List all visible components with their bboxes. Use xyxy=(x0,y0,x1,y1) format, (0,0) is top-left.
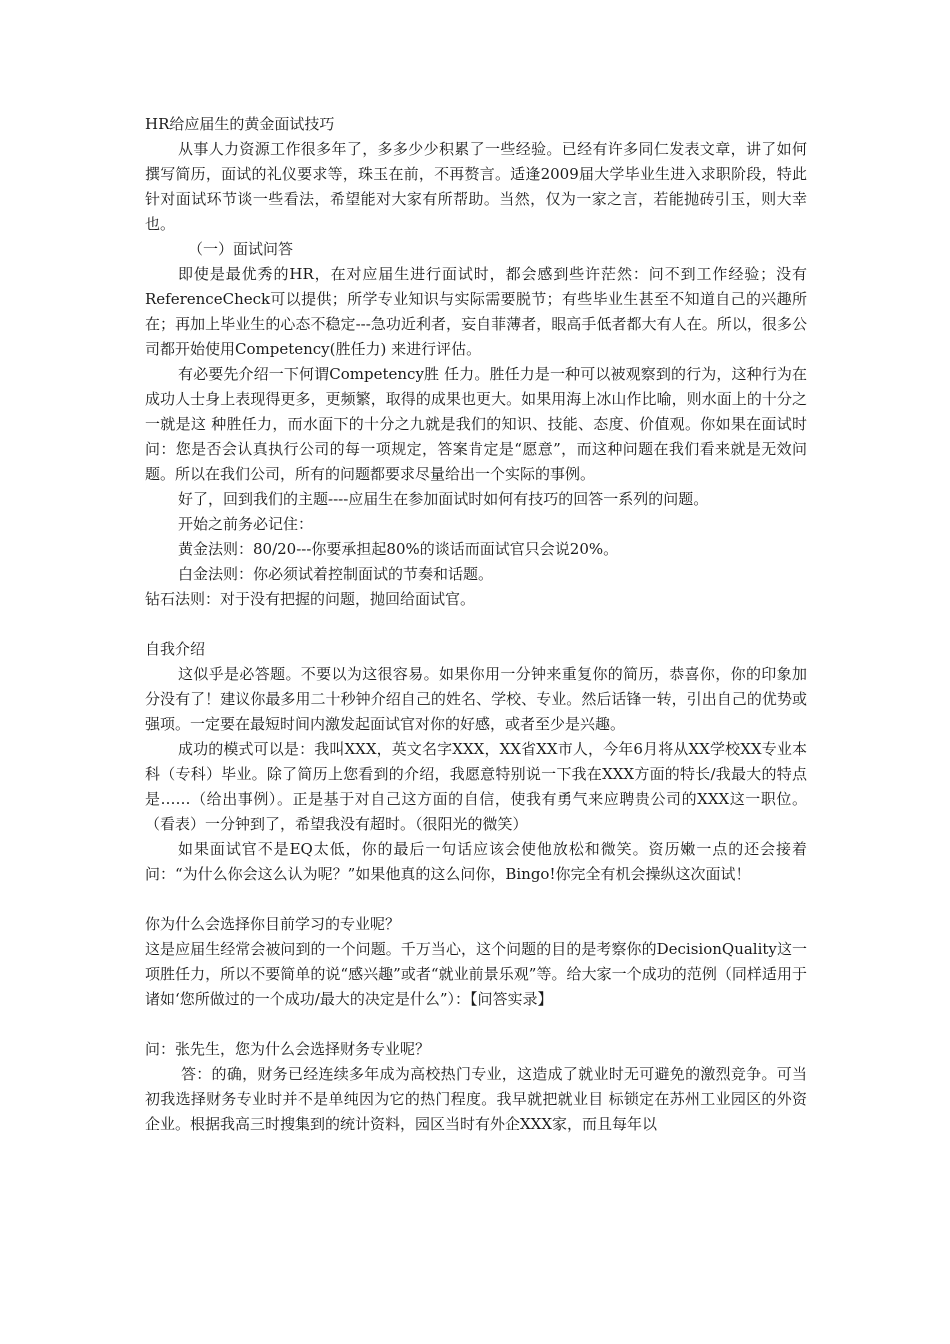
paragraph-remember: 开始之前务必记住： xyxy=(178,515,314,533)
paragraph-self-intro-2: 成功的模式可以是：我叫XXX，英文名字XXX，XX省XX市人，今年6月将从XX学校XX专业本科（专科）毕业。除了简历上您看到的介绍，我愿意特别说一下我在XXX方面的特长/我最大的特点是……（给出事例）。正是基于对自己这方面的自信，使我有勇气来应聘贵公司的XXX这一职位。（看表）一分钟到了，希望我没有超时。（很阳光的微笑） xyxy=(145,740,807,833)
paragraph-self-intro-1: 这似乎是必答题。不要以为这很容易。如果你用一分钟来重复你的简历，恭喜你，你的印象加分没有了！建议你最多用二十秒钟介绍自己的姓名、学校、专业。然后话锋一转，引出自己的优势或强项。一定要在最短时间内激发起面试官对你的好感，或者至少是兴趣。 xyxy=(145,665,807,733)
rule-gold: 黄金法则：80/20---你要承担起80%的谈话而面试官只会说20%。 xyxy=(178,540,619,558)
blank-line xyxy=(145,1012,807,1037)
rule-platinum: 白金法则：你必须试着控制面试的节奏和话题。 xyxy=(178,565,494,583)
rule-diamond: 钻石法则：对于没有把握的问题，抛回给面试官。 xyxy=(145,590,476,608)
document-page xyxy=(145,112,807,1137)
section-heading-interview-qa: （一）面试问答 xyxy=(188,240,294,258)
paragraph-major: 这是应届生经常会被问到的一个问题。千万当心，这个问题的目的是考察你的DecisionQuality这一项胜任力，所以不要简单的说“感兴趣”或者“就业前景乐观”等。给大家一个成功的范例（同样适用于诸如‘您所做过的一个成功/最大的决定是什么”）：【问答实录】 xyxy=(145,940,807,1008)
blank-line xyxy=(145,887,807,912)
paragraph-self-intro-3: 如果面试官不是EQ太低，你的最后一句话应该会使他放松和微笑。资历嫩一点的还会接着问：“为什么你会这么认为呢？”如果他真的这么问你，Bingo!你完全有机会操纵这次面试！ xyxy=(145,840,807,883)
document-title: HR给应届生的黄金面试技巧 xyxy=(145,115,335,133)
section-heading-major: 你为什么会选择你目前学习的专业呢？ xyxy=(145,915,401,933)
qa-answer: 答：的确，财务已经连续多年成为高校热门专业，这造成了就业时无可避免的激烈竞争。可当初我选择财务专业时并不是单纯因为它的热门程度。我早就把就业目 标锁定在苏州工业园区的外资企业。根据我高三时搜集到的统计资料，园区当时有外企XXX家，而且每年以 xyxy=(145,1065,807,1133)
qa-question: 问：张先生，您为什么会选择财务专业呢？ xyxy=(145,1040,431,1058)
intro-paragraph: 从事人力资源工作很多年了，多多少少积累了一些经验。已经有许多同仁发表文章，讲了如何撰写简历，面试的礼仪要求等，珠玉在前，不再赘言。适逢2009届大学毕业生进入求职阶段，特此针对面试环节谈一些看法，希望能对大家有所帮助。当然，仅为一家之言，若能抛砖引玉，则大幸也。 xyxy=(145,140,807,233)
blank-line xyxy=(145,612,807,637)
paragraph-competency: 有必要先介绍一下何谓Competency胜 任力。胜任力是一种可以被观察到的行为，这种行为在成功人士身上表现得更多，更频繁，取得的成果也更大。如果用海上冰山作比喻，则水面上的十分之一就是这 种胜任力，而水面下的十分之九就是我们的知识、技能、态度、价值观。你如果在面试时问：您是否会认真执行公司的每一项规定，答案肯定是“愿意”，而这种问题在我们看来就是无效问题。所以在我们公司，所有的问题都要求尽量给出一个实际的事例。 xyxy=(145,365,807,483)
paragraph-hr-challenges: 即使是最优秀的HR，在对应届生进行面试时，都会感到些许茫然：问不到工作经验；没有ReferenceCheck可以提供；所学专业知识与实际需要脱节；有些毕业生甚至不知道自己的兴趣所在；再加上毕业生的心态不稳定---急功近利者，妄自菲薄者，眼高手低者都大有人在。所以，很多公司都开始使用Competency(胜任力) 来进行评估。 xyxy=(145,265,807,358)
section-heading-self-intro: 自我介绍 xyxy=(145,640,206,658)
paragraph-back-to-topic: 好了，回到我们的主题----应届生在参加面试时如何有技巧的回答一系列的问题。 xyxy=(178,490,709,508)
